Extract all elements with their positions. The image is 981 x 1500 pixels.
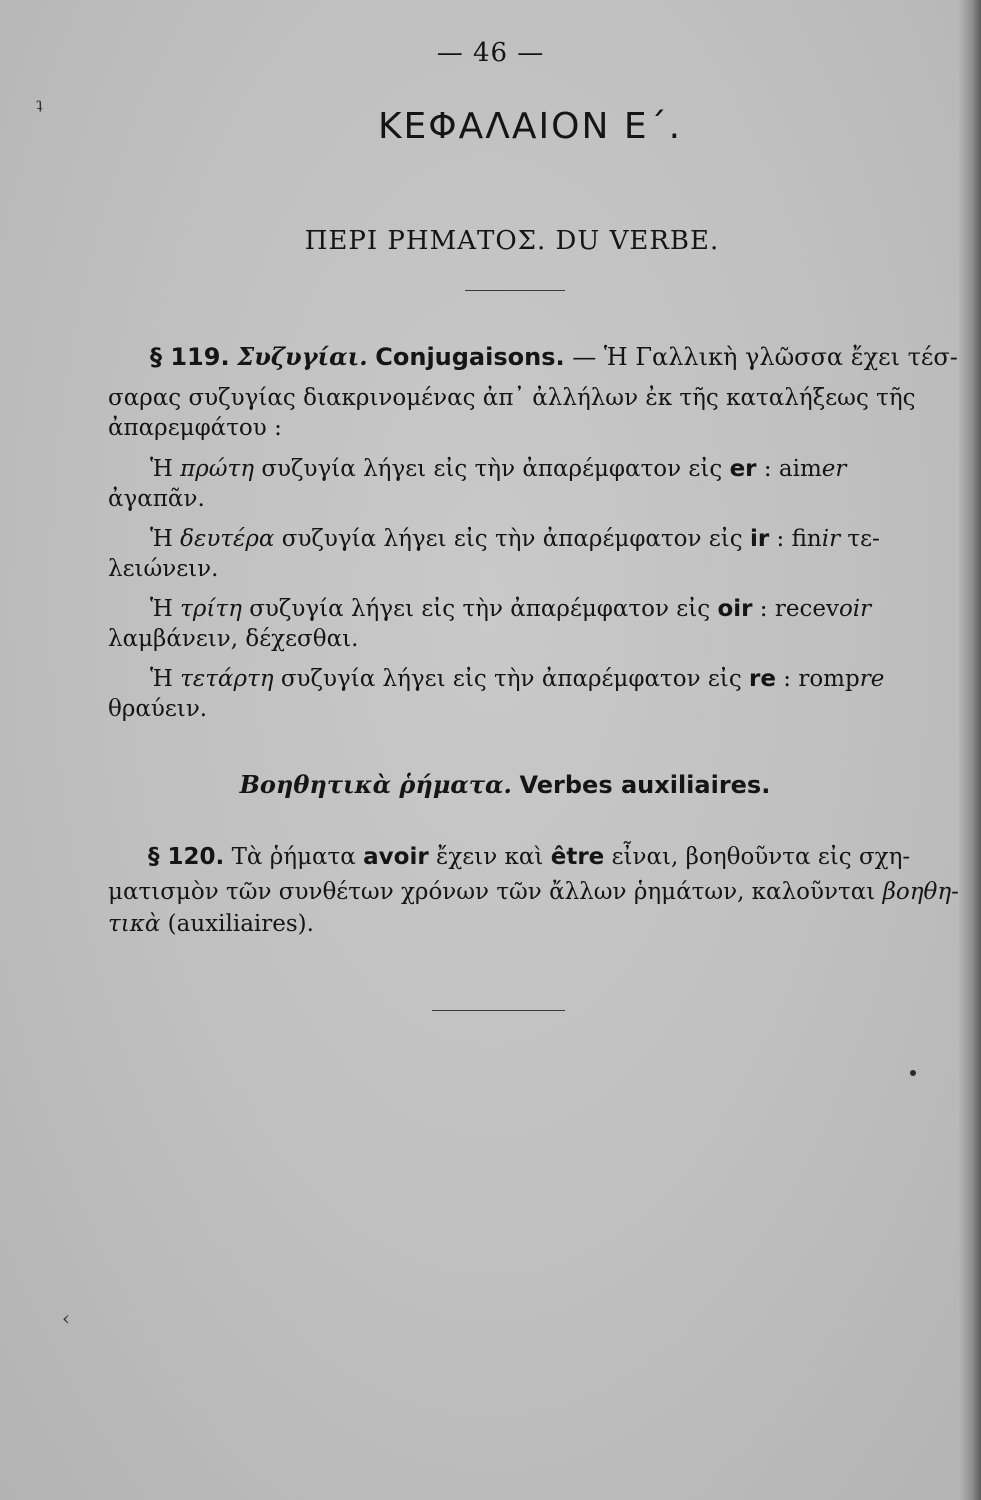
para-120-text: (auxiliaires). [167,911,314,937]
conjugation-ordinal: δευτέρα [180,526,275,552]
conjugation-3-line-1: Ἡ τρίτη συζυγία λήγει εἰς τὴν ἀπαρέμφατον εἰς oir : recevoir [150,596,872,622]
para-120-number: § 120. [148,844,225,870]
example-stem: romp [798,666,860,692]
conjugation-ordinal: τετάρτη [180,666,274,692]
conjugation-article: Ἡ [150,666,173,692]
greek-hyphenated-tail: τε- [847,526,880,552]
verb-etre: être [550,844,605,870]
conjugation-article: Ἡ [150,456,173,482]
para-119-line-1 [150,343,958,371]
para-120-line-2 [108,878,959,906]
example-stem: recev [774,596,839,622]
margin-mark: ‹ [62,1306,70,1330]
page-spine-shadow [959,0,981,1500]
conjugation-2-line-1: Ἡ δευτέρα συζυγία λήγει εἰς τὴν ἀπαρέμφατον εἰς ir : finir τε- [150,526,880,552]
conjugation-3-line-2: λαμβάνειν, δέχεσθαι. [108,626,359,652]
example-ending: er [821,456,847,482]
page-number: — 46 — [436,38,545,68]
para-120-italic: βοηθη- [882,879,959,905]
para-119-number: § 119. [150,343,230,371]
conjugation-2-line-2: λειώνειν. [108,556,219,582]
conjugation-ending: er [729,456,757,482]
conjugation-ending: re [749,666,776,692]
divider-rule [465,290,565,291]
para-119-line-2: σαρας συζυγίας διακρινομένας ἀπ᾿ ἀλλήλων ἐκ τῆς καταλήξεως τῆς [108,385,916,411]
para-119-line-3: ἀπαρεμφάτου : [108,415,282,441]
example-ending: oir [838,596,872,622]
chapter-title: ΚΕΦΑΛΑΙΟΝ Ε΄. [377,106,683,147]
margin-mark: ʇ [36,94,43,113]
para-120-text: εἶναι, βοηθοῦντα εἰς σχη- [611,844,911,870]
example-stem: aim [778,456,822,482]
para-120-line-1 [148,843,910,871]
conjugation-ordinal: πρώτη [180,456,255,482]
para-120-text: Τὰ ῥήματα [231,844,356,870]
conjugation-text: συζυγία λήγει εἰς τὴν ἀπαρέμφατον εἰς [261,456,723,482]
ink-speck [910,1070,916,1076]
end-divider-rule [432,1010,565,1011]
para-120-text: ἔχειν καὶ [435,844,544,870]
auxiliary-verbs-heading [0,770,981,799]
conjugation-4-line-1: Ἡ τετάρτη συζυγία λήγει εἰς τὴν ἀπαρέμφατον εἰς re : rompre [150,666,885,692]
example-ending: re [859,666,885,692]
conjugation-article: Ἡ [150,596,173,622]
conjugation-text: συζυγία λήγει εἰς τὴν ἀπαρέμφατον εἰς [281,526,743,552]
para-120-text: ματισμὸν τῶν συνθέτων χρόνων τῶν ἄλλων ῥημάτων, καλοῦνται [108,879,876,905]
conjugation-ending: ir [749,526,770,552]
conjugation-text: συζυγία λήγει εἰς τὴν ἀπαρέμφατον εἰς [249,596,711,622]
conjugation-1-line-1: Ἡ πρώτη συζυγία λήγει εἰς τὴν ἀπαρέμφατον εἰς er : aimer [150,456,847,482]
subhead-greek: Βοηθητικὰ ῥήματα. [239,770,512,799]
para-120-line-3 [108,910,314,938]
section-title: ΠΕΡΙ ΡΗΜΑΤΟΣ. DU VERBE. [304,226,720,256]
conjugation-1-line-2: ἀγαπᾶν. [108,486,205,512]
para-119-text: — Ἡ Γαλλικὴ γλῶσσα ἔχει τέσ- [572,343,958,371]
verb-avoir: avoir [363,844,429,870]
example-ending: ir [821,526,841,552]
conjugation-article: Ἡ [150,526,173,552]
para-119-greek-heading: Συζυγίαι. [237,342,368,371]
conjugation-ordinal: τρίτη [180,596,242,622]
subhead-french: Verbes auxiliaires. [519,771,771,799]
conjugation-4-line-2: θραύειν. [108,696,208,722]
conjugation-text: συζυγία λήγει εἰς τὴν ἀπαρέμφατον εἰς [280,666,742,692]
para-120-italic: τικὰ [108,911,161,937]
para-119-french-heading: Conjugaisons. [375,343,565,371]
conjugation-ending: oir [717,596,753,622]
example-stem: fin [791,526,822,552]
